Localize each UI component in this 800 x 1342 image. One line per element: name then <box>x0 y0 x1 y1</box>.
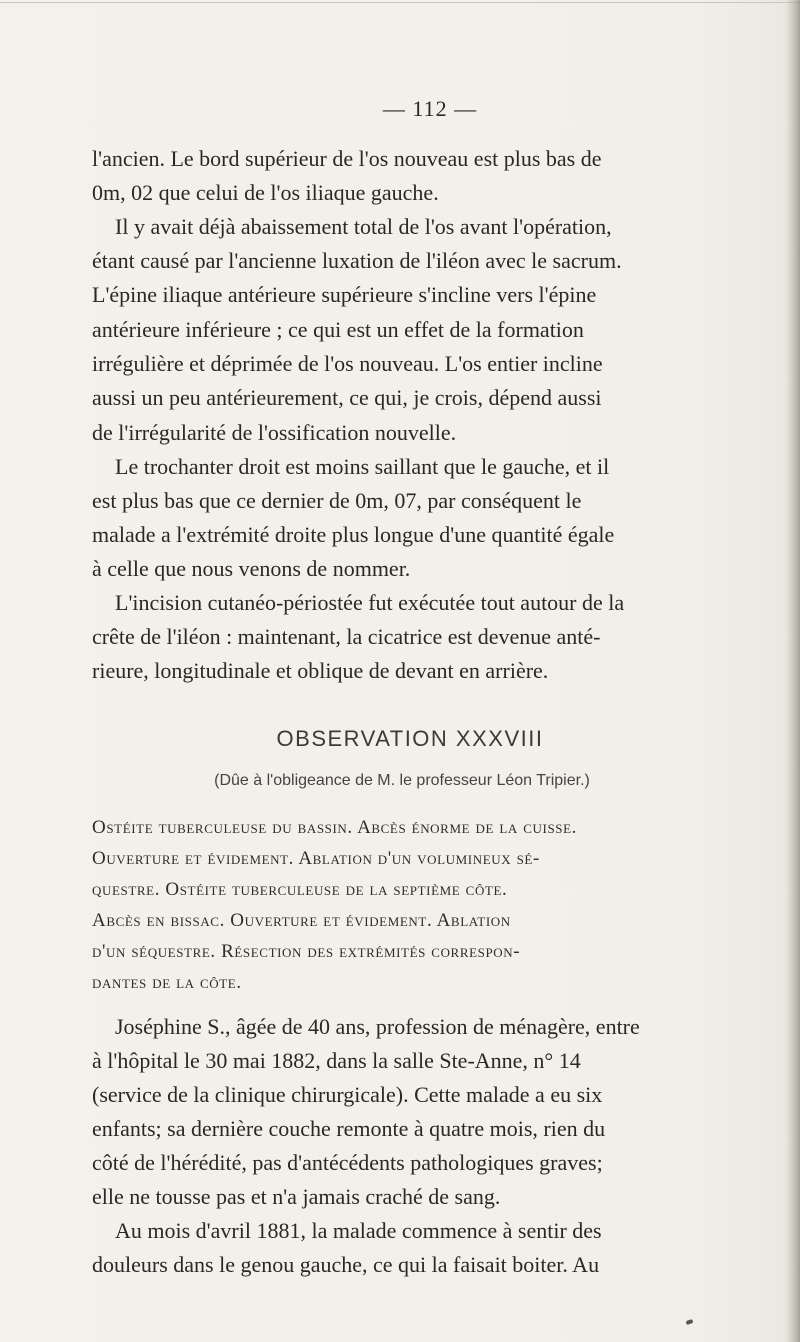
body-line: irrégulière et déprimée de l'os nouveau. L'os entier incline <box>92 351 603 376</box>
body-line: aussi un peu antérieurement, ce qui, je crois, dépend aussi <box>92 385 602 410</box>
body-line: L'incision cutanéo-périostée fut exécutée tout autour de la <box>115 590 625 615</box>
text-line: douleurs dans le genou gauche, ce qui la faisait boiter. Au <box>92 1252 600 1277</box>
observation-credit: (Dûe à l'obligeance de M. le professeur Léon Tripier.) <box>214 772 590 789</box>
body-line: antérieure inférieure ; ce qui est un effet de la formation <box>92 317 584 342</box>
body-line: étant causé par l'ancienne luxation de l'iléon avec le sacrum. <box>92 248 622 273</box>
page-edge-shadow <box>786 0 800 1342</box>
text-line: Au mois d'avril 1881, la malade commence à sentir des <box>115 1218 602 1243</box>
observation-title: OBSERVATION XXXVIII <box>276 726 544 751</box>
summary-line: dantes de la côte. <box>92 972 242 993</box>
body-line: Le trochanter droit est moins saillant que le gauche, et il <box>115 454 610 479</box>
body-line: crête de l'iléon : maintenant, la cicatrice est devenue anté- <box>92 624 601 649</box>
body-line: à celle que nous venons de nommer. <box>92 556 411 581</box>
summary-line: Ostéite tuberculeuse du bassin. Abcès énorme de la cuisse. <box>92 817 577 838</box>
summary-line: Abcès en bissac. Ouverture et évidement. Ablation <box>92 910 511 931</box>
text-line: (service de la clinique chirurgicale). Cette malade a eu six <box>92 1082 603 1107</box>
body-line: Il y avait déjà abaissement total de l'os avant l'opération, <box>115 214 612 239</box>
body-line: malade a l'extrémité droite plus longue d'une quantité égale <box>92 522 615 547</box>
observation-summary <box>92 812 712 998</box>
body-line: de l'irrégularité de l'ossification nouvelle. <box>92 420 457 445</box>
body-line: 0m, 02 que celui de l'os iliaque gauche. <box>92 180 439 205</box>
summary-line: questre. Ostéite tuberculeuse de la septième côte. <box>92 879 508 900</box>
text-line: côté de l'hérédité, pas d'antécédents pathologiques graves; <box>92 1150 603 1175</box>
top-edge-line <box>0 2 800 3</box>
page-number: — 112 — <box>382 96 478 121</box>
body-line: est plus bas que ce dernier de 0m, 07, par conséquent le <box>92 488 582 513</box>
body-line: L'épine iliaque antérieure supérieure s'incline vers l'épine <box>92 282 597 307</box>
summary-line: Ouverture et évidement. Ablation d'un volumineux sé- <box>92 848 540 869</box>
body-line: l'ancien. Le bord supérieur de l'os nouveau est plus bas de <box>92 146 602 171</box>
body-line: rieure, longitudinale et oblique de devant en arrière. <box>92 658 549 683</box>
summary-line: d'un séquestre. Résection des extrémités correspon- <box>92 941 521 962</box>
ink-speck <box>686 1319 694 1325</box>
text-line: à l'hôpital le 30 mai 1882, dans la salle Ste-Anne, n° 14 <box>92 1048 581 1073</box>
text-line: Joséphine S., âgée de 40 ans, profession de ménagère, entre <box>115 1014 640 1039</box>
text-line: enfants; sa dernière couche remonte à quatre mois, rien du <box>92 1116 606 1141</box>
text-line: elle ne tousse pas et n'a jamais craché de sang. <box>92 1184 501 1209</box>
